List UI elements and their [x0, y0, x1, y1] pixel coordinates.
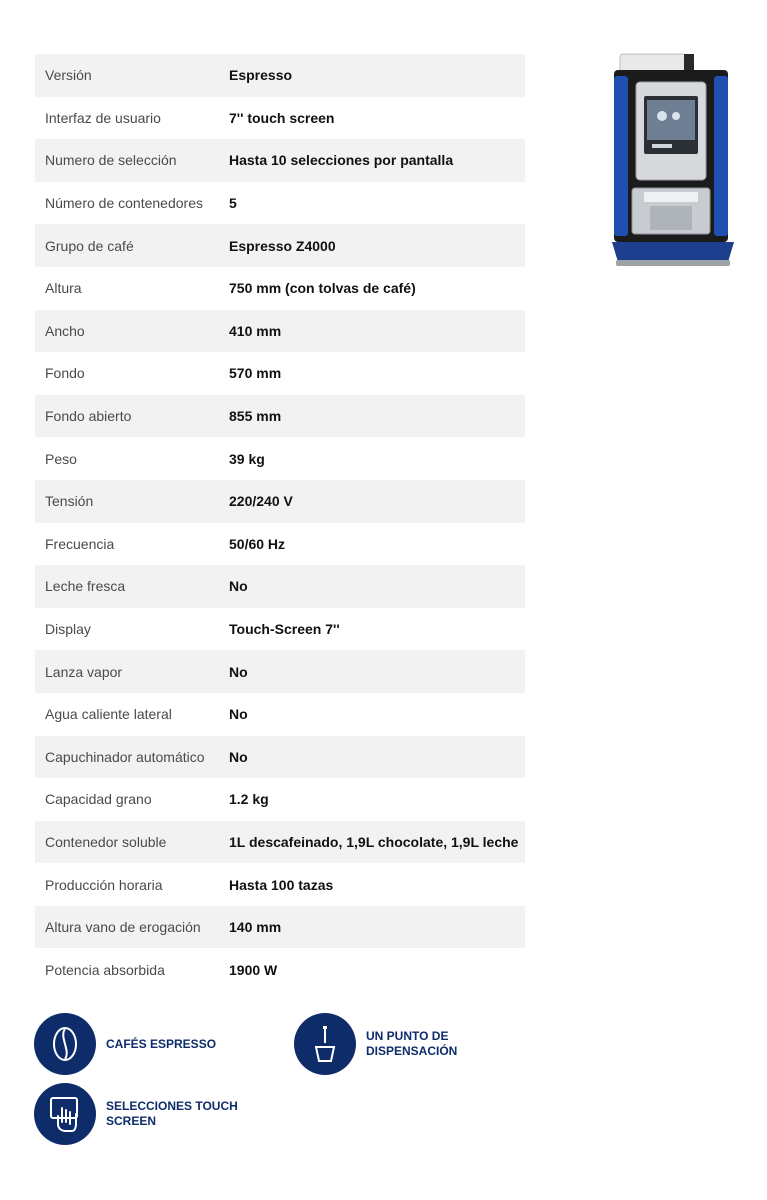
- spec-label: Fondo abierto: [45, 408, 132, 425]
- table-row: [35, 523, 525, 566]
- spec-value: 5: [229, 195, 237, 212]
- touch-hand-icon: [46, 1094, 84, 1134]
- table-row: [35, 437, 525, 480]
- spec-value: 1.2 kg: [229, 791, 269, 808]
- spec-label: Capacidad grano: [45, 791, 152, 808]
- spec-label: Versión: [45, 67, 92, 84]
- table-row: [35, 778, 525, 821]
- table-row: [35, 395, 525, 438]
- table-row: [35, 224, 525, 267]
- table-row: [35, 948, 525, 991]
- spec-label: Interfaz de usuario: [45, 109, 161, 126]
- spec-label: Display: [45, 621, 91, 638]
- spec-label: Agua caliente lateral: [45, 706, 172, 723]
- spec-label: Capuchinador automático: [45, 748, 205, 765]
- table-row: [35, 608, 525, 651]
- table-row: [35, 480, 525, 523]
- table-row: [35, 310, 525, 353]
- table-row: [35, 97, 525, 140]
- spec-value: 855 mm: [229, 408, 282, 425]
- spec-label: Producción horaria: [45, 876, 163, 893]
- spec-value: No: [229, 578, 248, 595]
- dispense-cup-icon: [308, 1023, 342, 1065]
- feature-selecciones-touch: [34, 1083, 246, 1145]
- spec-value: 1900 W: [229, 961, 278, 978]
- table-row: [35, 54, 525, 97]
- feature-cafes-espresso: [34, 1013, 246, 1075]
- table-row: [35, 267, 525, 310]
- spec-label: Fondo: [45, 365, 85, 382]
- spec-label: Número de contenedores: [45, 195, 203, 212]
- table-row: [35, 821, 525, 864]
- spec-value: 570 mm: [229, 365, 282, 382]
- spec-table: [35, 54, 525, 991]
- spec-value: Hasta 10 selecciones por pantalla: [229, 152, 454, 169]
- spec-label: Altura: [45, 280, 82, 297]
- spec-label: Contenedor soluble: [45, 833, 167, 850]
- spec-value: 140 mm: [229, 919, 282, 936]
- table-row: [35, 906, 525, 949]
- spec-value: 410 mm: [229, 322, 282, 339]
- spec-value: Touch-Screen 7'': [229, 621, 340, 638]
- spec-value: No: [229, 706, 248, 723]
- spec-value: Espresso: [229, 67, 293, 84]
- feature-icon-circle: [294, 1013, 356, 1075]
- spec-label: Tensión: [45, 493, 94, 510]
- spec-label: Numero de selección: [45, 152, 177, 169]
- spec-value: 39 kg: [229, 450, 265, 467]
- spec-label: Grupo de café: [45, 237, 134, 254]
- spec-value: Hasta 100 tazas: [229, 876, 334, 893]
- spec-value: 220/240 V: [229, 493, 293, 510]
- table-row: [35, 736, 525, 779]
- table-row: [35, 565, 525, 608]
- spec-label: Peso: [45, 450, 77, 467]
- feature-label: CAFÉS ESPRESSO: [106, 1036, 217, 1051]
- table-row: [35, 693, 525, 736]
- feature-icon-circle: [34, 1013, 96, 1075]
- coffee-bean-icon: [48, 1024, 82, 1064]
- spec-value: No: [229, 663, 248, 680]
- feature-label: UN PUNTO DE DISPENSACIÓN: [366, 1029, 458, 1058]
- spec-label: Frecuencia: [45, 535, 115, 552]
- spec-value: Espresso Z4000: [229, 237, 336, 254]
- spec-label: Altura vano de erogación: [45, 919, 201, 936]
- table-row: [35, 352, 525, 395]
- spec-value: 750 mm (con tolvas de café): [229, 280, 416, 297]
- table-row: [35, 863, 525, 906]
- table-row: [35, 182, 525, 225]
- feature-un-punto-dispensacion: [294, 1013, 476, 1075]
- feature-label: SELECCIONES TOUCH SCREEN: [106, 1099, 238, 1128]
- spec-label: Potencia absorbida: [45, 961, 165, 978]
- spec-value: 50/60 Hz: [229, 535, 286, 552]
- coffee-machine-image: [610, 52, 736, 272]
- spec-label: Leche fresca: [45, 578, 126, 595]
- spec-value: 1L descafeinado, 1,9L chocolate, 1,9L leche: [229, 833, 519, 850]
- spec-label: Ancho: [45, 322, 85, 339]
- feature-icon-circle: [34, 1083, 96, 1145]
- spec-label: Lanza vapor: [45, 663, 123, 680]
- spec-value: 7'' touch screen: [229, 109, 335, 126]
- table-row: [35, 139, 525, 182]
- spec-value: No: [229, 748, 248, 765]
- table-row: [35, 650, 525, 693]
